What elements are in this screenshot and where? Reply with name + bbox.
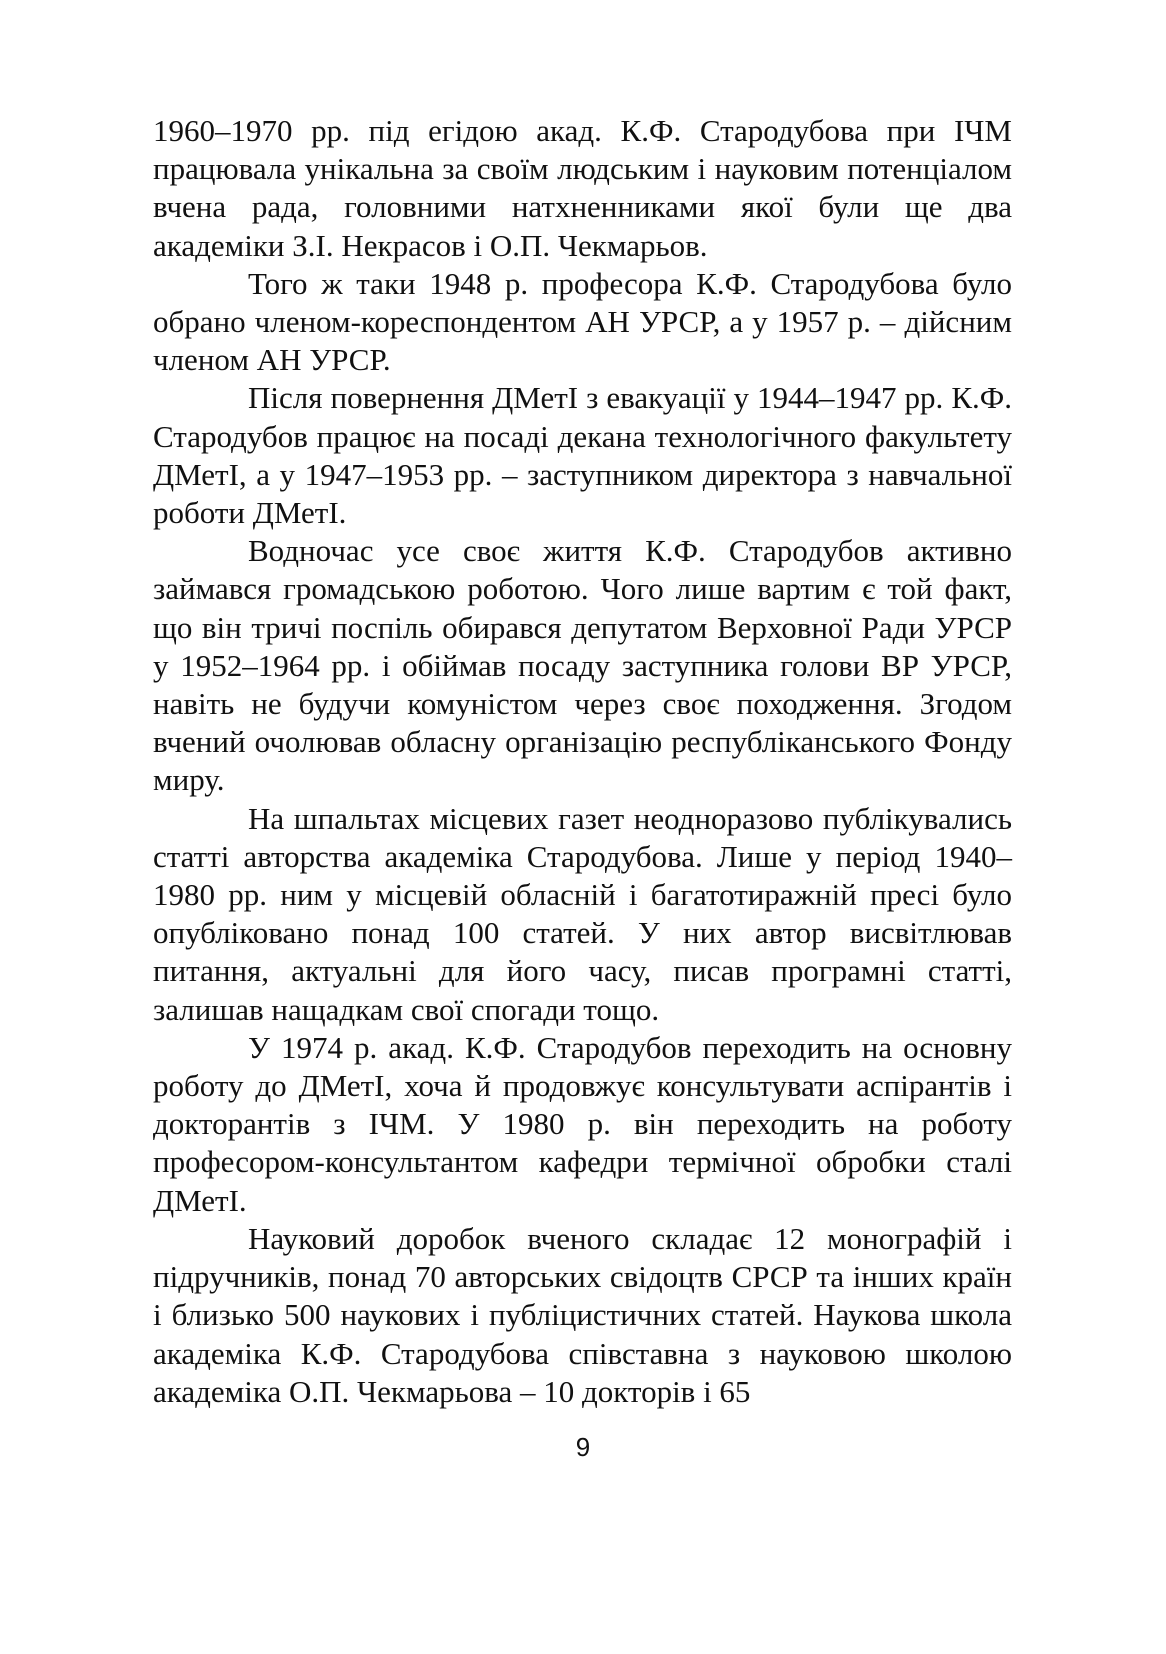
paragraph-7: Науковий доробок вченого складає 12 монографій і підручників, понад 70 авторських свідоцтв СРСР та інших країн і близько 500 наукових і публіцистичних статей. Наукова школа академіка К.Ф. Стародубова співставна з науковою школою академіка О.П. Чекмарьова – 10 докторів і 65 (153, 1220, 1012, 1409)
page-number: 9 (575, 1432, 591, 1462)
paragraph-3: Після повернення ДМетІ з евакуації у 1944–1947 рр. К.Ф. Стародубов працює на посаді декана технологічного факультету ДМетІ, а у 1947–1953 рр. – заступником директора з навчальної роботи ДМетІ. (153, 380, 1012, 531)
paragraph-1: 1960–1970 рр. під егідою акад. К.Ф. Стародубова при ІЧМ працювала унікальна за своїм людським і науковим потенціалом вчена рада, головними натхненниками якої були ще два академіки З.І. Некрасов і О.П. Чекмарьов. (153, 113, 1012, 263)
paragraph-2: Того ж таки 1948 р. професора К.Ф. Стародубова було обрано членом-кореспондентом АН УРСР, а у 1957 р. – дійсним членом АН УРСР. (153, 265, 1012, 378)
paragraph-6: У 1974 р. акад. К.Ф. Стародубов переходить на основну роботу до ДМетІ, хоча й продовжує консультувати аспірантів і докторантів з ІЧМ. У 1980 р. він переходить на роботу професором-консультантом кафедри термічної обробки сталі ДМетІ. (153, 1029, 1012, 1218)
paragraph-4: Водночас усе своє життя К.Ф. Стародубов активно займався громадською роботою. Чого лише вартим є той факт, що він тричі поспіль обирався депутатом Верховної Ради УРСР у 1952–1964 рр. і обіймав посаду заступника голови ВР УРСР, навіть не будучи комуністом через своє походження. Згодом вчений очолював обласну організацію республіканського Фонду миру. (153, 533, 1012, 798)
page-body-text (153, 112, 1012, 1411)
paragraph-5: На шпальтах місцевих газет неодноразово публікувались статті авторства академіка Стародубова. Лише у період 1940–1980 рр. ним у місцевій обласній і багатотиражній пресі було опубліковано понад 100 статей. У них автор висвітлював питання, актуальні для його часу, писав програмні статті, залишав нащадкам свої спогади тощо. (153, 800, 1012, 1027)
